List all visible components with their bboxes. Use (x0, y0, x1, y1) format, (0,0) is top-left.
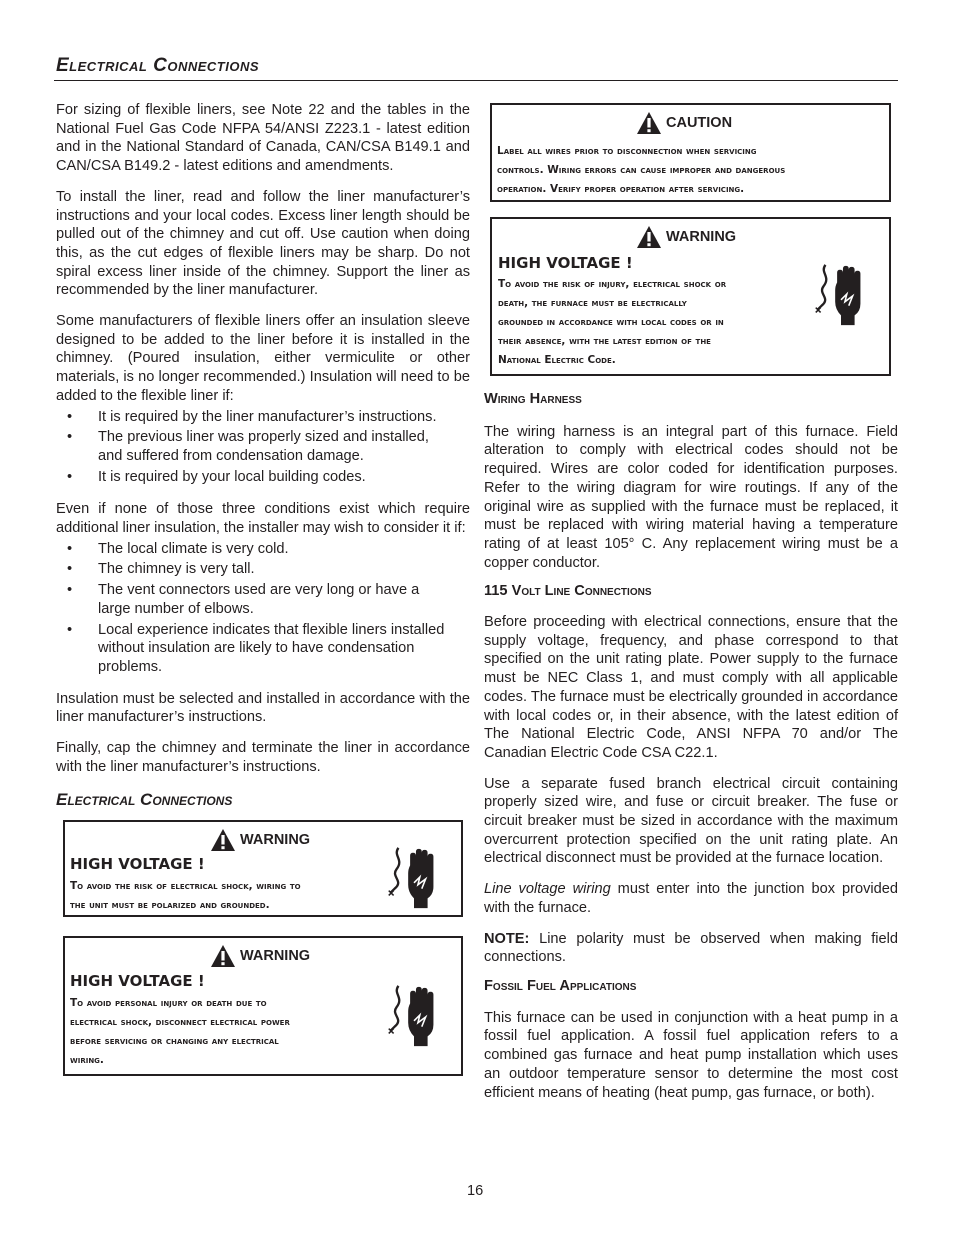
paragraph-fused-circuit: Use a separate fused branch electrical circuit containing properly sized wire, and fuse or circuit breaker. The fuse or circuit breaker must be sized in accordance with the maximum overcurrent protection specified on the unit rating plate. An electrical disconnect must be provided at the furnace location. (484, 775, 898, 867)
warning-message (70, 877, 301, 915)
message-line: To avoid personal injury or death due to (70, 997, 267, 1009)
paragraph-liner-install: To install the liner, read and follow the liner manufacturer’s instructions and your local codes. Excess liner length should be pulled out of the chimney and cut off. Use caution when doing this, as the cut edges of flexible liners may be sharp. Do not spiral excess liner inside of the chimney. Support the liner as recommended by the liner manufacturer. (56, 188, 470, 299)
message-line: their absence, with the latest edition of the (498, 335, 711, 347)
warning-triangle-icon (636, 111, 662, 135)
message-line: controls. Wiring errors can cause improper and dangerous (497, 164, 786, 176)
list-item: • It is required by the liner manufacturer’s instructions. (56, 408, 470, 427)
note-label: NOTE: (484, 930, 530, 947)
warning-box-disconnect (63, 936, 463, 1076)
paragraph-insulation-selection: Insulation must be selected and installed in accordance with the liner manufacturer’s instructions. (56, 690, 470, 726)
high-voltage-label: HIGH VOLTAGE ! (70, 855, 205, 873)
caution-label: CAUTION (666, 115, 733, 131)
caution-message (497, 142, 785, 199)
section-title-fossil-fuel: Fossil Fuel Applications (484, 977, 637, 994)
electrical-shock-hand-icon (383, 982, 445, 1050)
warning-label: WARNING (240, 832, 311, 848)
list-item: • The local climate is very cold. (56, 540, 470, 559)
section-title-electrical: Electrical Connections (56, 789, 233, 809)
warning-message (498, 275, 726, 370)
warning-triangle-icon (210, 944, 236, 968)
paragraph-optional-insulation: Even if none of those three conditions exist which require additional liner insulation, the installer may wish to consider it if: (56, 501, 470, 537)
warning-box-grounding (490, 217, 891, 376)
list-item: • The previous liner was properly sized and installed, and suffered from condensation damage. (56, 428, 470, 465)
page-header-title: Electrical Connections (56, 55, 260, 76)
paragraph-liner-sizing: For sizing of flexible liners, see Note 22 and the tables in the National Fuel Gas Code NFPA 54/ANSI Z223.1 - latest edition and in the National Standard of Canada, CAN/CSA B149.1 and CAN/CSA B149.2 - latest editions and amendments. (56, 102, 470, 175)
high-voltage-label: HIGH VOLTAGE ! (498, 254, 633, 272)
page-number: 16 (467, 1183, 484, 1199)
warning-heading (210, 828, 310, 852)
warning-triangle-icon (210, 828, 236, 852)
paragraph-line-voltage (484, 880, 898, 917)
warning-heading (636, 225, 736, 249)
warning-heading (210, 944, 310, 968)
message-line: death, the furnace must be electrically (498, 297, 687, 309)
list-item: • The vent connectors used are very long or have a large number of elbows. (56, 581, 470, 618)
message-line: electrical shock, disconnect electrical power (70, 1016, 290, 1028)
message-line: before servicing or changing any electrical (70, 1035, 279, 1047)
right-column (484, 390, 898, 1102)
header-rule (54, 80, 898, 81)
paragraph-cap-chimney: Finally, cap the chimney and terminate the liner in accordance with the liner manufacturer’s instructions. (56, 740, 470, 775)
warning-label: WARNING (240, 948, 311, 964)
paragraph-power-supply: Before proceeding with electrical connections, ensure that the supply voltage, frequency, and phase correspond to that specified on the unit rating plate. Power supply to the furnace must be NEC Class 1, and must comply with all applicable codes. The furnace must be electrically grounded in accordance with local codes or, in their absence, with the latest edition of The National Electric Code, ANSI NFPA 70 and/or The Canadian Electric Code CSA C22.1. (484, 614, 898, 761)
message-line: Label all wires prior to disconnection when servicing (497, 145, 757, 157)
message-line: National Electric Code. (498, 354, 616, 366)
left-column (56, 101, 470, 809)
message-line: grounded in accordance with local codes or in (498, 316, 724, 328)
caution-box-label-wires (490, 103, 891, 202)
note-text: Line polarity must be observed when making field connections. (484, 930, 898, 966)
message-line: wiring. (70, 1054, 104, 1066)
message-line: To avoid the risk of injury, electrical shock or (498, 278, 727, 290)
high-voltage-label: HIGH VOLTAGE ! (70, 972, 205, 990)
warning-box-polarized (63, 820, 463, 917)
line-voltage-emphasis: Line voltage wiring (484, 881, 611, 898)
message-line: operation. Verify proper operation after servicing. (497, 183, 745, 195)
list-item: • The chimney is very tall. (56, 560, 470, 579)
paragraph-insulation-sleeve: Some manufacturers of flexible liners offer an insulation sleeve designed to be added to the liner before it is installed in the chimney. (Poured insulation, either vermiculite or other materials, is no longer recommended.) Insulation will need to be added to the flexible liner if: (56, 313, 470, 404)
list-item: • It is required by your local building codes. (56, 468, 470, 487)
message-line: To avoid the risk of electrical shock, wiring to (70, 880, 301, 892)
message-line: the unit must be polarized and grounded. (70, 899, 270, 911)
warning-triangle-icon (636, 225, 662, 249)
line-voltage-text: must enter into the junction box provided with the furnace. (484, 881, 898, 916)
section-title-wiring-harness: Wiring Harness (484, 391, 582, 407)
insulation-consider-list (56, 540, 470, 677)
section-title-115-volt: 115 Volt Line Connections (484, 583, 652, 600)
insulation-required-list (56, 408, 470, 487)
warning-message (70, 994, 290, 1070)
paragraph-wiring-harness: The wiring harness is an integral part of this furnace. Field alteration to comply with electrical codes should not be required. Wires are color coded for identification purposes. Refer to the wiring diagram for wire routings. If any of the original wire as supplied with the furnace must be replaced, it must be replaced with wiring material having a temperature rating of at least 105° C. Any replacement wiring must be a copper conductor. (484, 423, 898, 571)
list-item: • Local experience indicates that flexible liners installed without insulation are likely to have condensation problems. (56, 621, 470, 677)
warning-label: WARNING (666, 229, 737, 245)
electrical-shock-hand-icon (383, 844, 445, 912)
paragraph-note-polarity (484, 930, 898, 967)
caution-heading (636, 111, 732, 135)
paragraph-fossil-fuel: This furnace can be used in conjunction with a heat pump in a fossil fuel application. A fossil fuel application refers to a combined gas furnace and heat pump installation which uses an outdoor temperature sensor to determine the most cost efficient means of heating (heat pump, gas furnace, or both). (484, 1009, 898, 1101)
electrical-shock-hand-icon (810, 261, 872, 329)
